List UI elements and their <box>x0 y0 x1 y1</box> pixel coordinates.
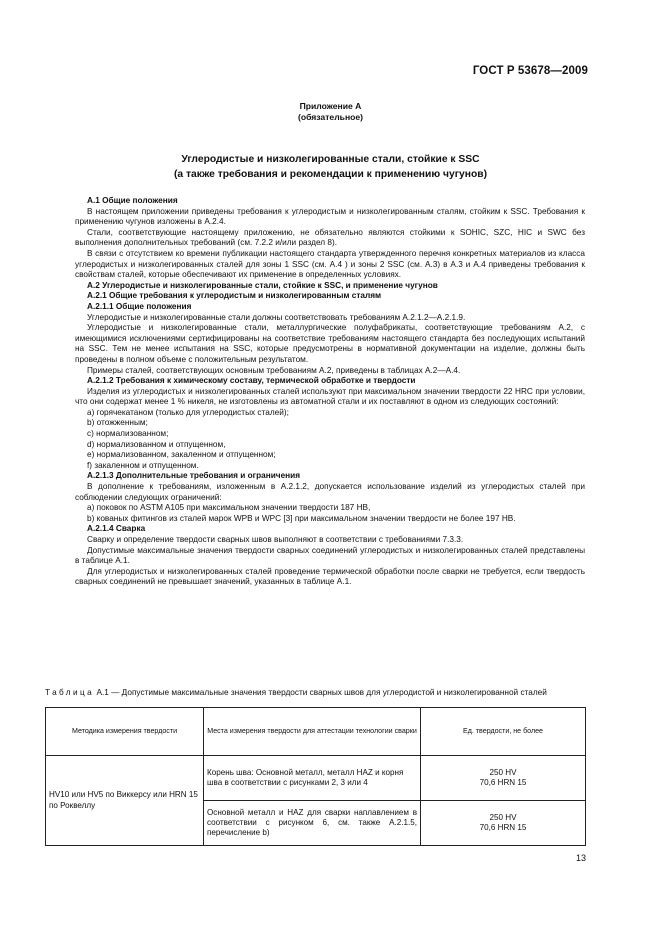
table-header-cell: Ед. твердости, не более <box>421 708 586 756</box>
list-item: d) нормализованном и отпущенном, <box>87 439 226 449</box>
table-caption-label: Таблица <box>45 688 95 697</box>
table-caption-text: А.1 — Допустимые максимальные значения твердости сварных швов для углеродистой и низколегированной сталей <box>96 688 547 697</box>
list-item: b) кованых фитингов из сталей марок WPB и WPC [3] при максимальном значении твердости не более 197 НВ. <box>87 513 516 523</box>
table-cell-method: HV10 или HV5 по Виккерсу или HRN 15 по Роквеллу <box>46 756 204 846</box>
table-caption <box>45 688 585 699</box>
paragraph: Изделия из углеродистых и низколегированных сталей используют при максимальном значении твердости 22 HRC при условии, что они содержат менее 1 % никеля, не изготовлены из автоматной стали и их поставляют в одном из следующих состояний: <box>75 386 585 407</box>
page-number: 13 <box>575 853 586 863</box>
subsection-heading: А.2.1.2 Требования к химическому составу, термической обработке и твердости <box>87 376 416 386</box>
hardness-value-hrn: 70,6 HRN 15 <box>479 778 527 787</box>
section-heading: А.2 Углеродистые и низколегированные стали, стойкие к SSC, и применение чугунов <box>87 280 438 290</box>
standard-id: ГОСТ Р 53678—2009 <box>472 65 588 77</box>
table-header-cell: Места измерения твердости для аттестации технологии сварки <box>204 708 421 756</box>
section-heading: А.1 Общие положения <box>87 196 178 205</box>
paragraph: Углеродистые и низколегированные стали должны соответствовать требованиям А.2.1.2—А.2.1.9. <box>87 312 466 322</box>
paragraph: Сварку и определение твердости сварных швов выполняют в соответствии с требованиями 7.3.3. <box>87 535 464 544</box>
table-cell-value <box>421 756 586 801</box>
paragraph: Стали, соответствующие настоящему приложению, не обязательно являются стойкими к SOHIC, SZC, HIC и SWC без выполнения дополнительных требований (см. 7.2.2 и/или раздел 8). <box>75 227 585 248</box>
table-row <box>46 756 586 801</box>
appendix-status: (обязательное) <box>297 112 364 122</box>
table-header-cell: Методика измерения твердости <box>46 708 204 756</box>
list-item: f) закаленном и отпущенном. <box>87 460 199 470</box>
subsection-heading: А.2.1.4 Сварка <box>87 524 146 534</box>
table-header-row <box>46 708 586 756</box>
list-item: c) нормализованном; <box>87 429 169 439</box>
paragraph: Допустимые максимальные значения твердости сварных соединений углеродистых и низколегированных сталей представлены в таблице А.1. <box>75 545 585 566</box>
appendix-title-line1: Углеродистые и низколегированные стали, стойкие к SSC <box>181 154 480 165</box>
body-text <box>75 196 585 588</box>
paragraph: Примеры сталей, соответствующих основным требованиям А.2, приведены в таблицах А.2—А.4. <box>87 365 461 375</box>
hardness-value-hv: 250 HV <box>489 812 517 822</box>
paragraph: В связи с отсутствием ко времени публикации настоящего стандарта утвержденного перечня конкретных материалов из класса углеродистых и низколегированных сталей для зоны 1 SSC (см. А.4 ) и зоны 2 SSC (см. А.3) в А.3 и А.4 приведены требования к свойствам сталей, которые обеспечивают их применение в определенных условиях. <box>75 248 585 280</box>
table-cell-location: Корень шва: Основной металл, металл HAZ и корня шва в соответствии с рисунками 2, 3 или 4 <box>204 756 421 801</box>
list-item: a) горячекатаном (только для углеродистых сталей); <box>87 407 289 417</box>
appendix-title-line2: (а также требования и рекомендации к применению чугунов) <box>174 169 487 180</box>
paragraph: В настоящем приложении приведены требования к углеродистым и низколегированным сталям, стойким к SSC. Требования к применению чугунов изложены в А.2.4. <box>75 206 585 227</box>
table-cell-location: Основной металл и HAZ для сварки наплавлением в соответствии с рисунком 6, см. также А.2.1.5, перечисление b) <box>204 801 421 846</box>
table-cell-value <box>421 801 586 846</box>
hardness-value-hv: 250 HV <box>489 767 517 777</box>
hardness-table <box>45 707 586 846</box>
subsection-heading: А.2.1 Общие требования к углеродистым и низколегированным сталям <box>87 291 382 301</box>
appendix-label: Приложение А <box>299 101 362 111</box>
list-item: b) отожженным; <box>87 418 148 428</box>
paragraph: Для углеродистых и низколегированных сталей проведение термической обработки после сварки не требуется, если твердость сварных соединений не превышает значений, указанных в таблице А.1. <box>75 566 585 587</box>
list-item: a) поковок по ASTM A105 при максимальном значении твердости 187 НВ, <box>87 503 371 513</box>
paragraph: В дополнение к требованиям, изложенным в А.2.1.2, допускается использование изделий из углеродистых сталей при соблюдении следующих ограничений: <box>75 482 585 502</box>
paragraph: Углеродистые и низколегированные стали, металлургические полуфабрикаты, соответствующие требованиям А.2, с имеющимися исключениями сертифицированы на соответствие требованиям настоящего стандарта без последующих испытаний на SSC. Тем не менее испытания на SSC, которые предусмотрены в нормативной документации на изделие, должны быть проведены в полном объеме с положительным результатом. <box>75 323 585 364</box>
subsection-heading: А.2.1.3 Дополнительные требования и ограничения <box>87 471 301 481</box>
list-item: e) нормализованном, закаленном и отпущенном; <box>87 450 276 460</box>
hardness-value-hrn: 70,6 HRN 15 <box>479 823 527 832</box>
subsection-heading: А.2.1.1 Общие положения <box>87 301 192 311</box>
